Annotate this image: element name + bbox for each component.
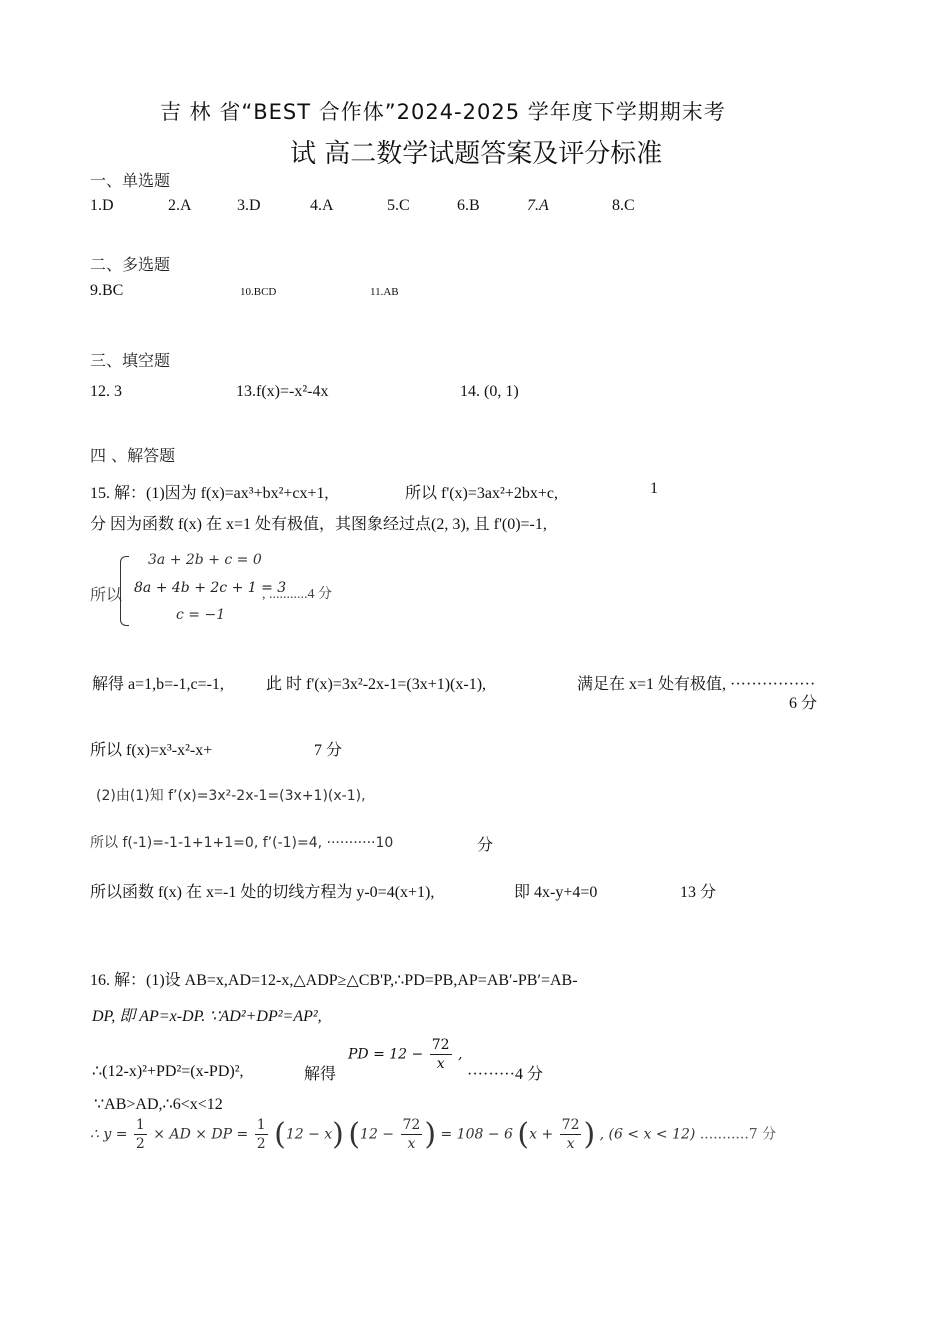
answer-13: 13.f(x)=-x²-4x <box>236 383 329 400</box>
answer-12: 12. 3 <box>90 383 122 400</box>
pd-lhs: PD = 12 − <box>348 1046 424 1063</box>
section-heading-fill-blank: 三、填空题 <box>90 351 171 370</box>
y-fraction-72x <box>401 1116 423 1153</box>
q15-system-score: , ...........4 分 <box>262 587 332 602</box>
section-heading-multi-choice: 二、多选题 <box>90 255 171 274</box>
paren-open-2: ( <box>348 1117 361 1152</box>
answer-9: 9.BC <box>90 282 124 299</box>
q16-line-3c: ·········4 分 <box>467 1066 543 1083</box>
answer-5: 5.C <box>387 197 410 214</box>
answer-3: 3.D <box>237 197 261 214</box>
title-line-2: 试 高二数学试题答案及评分标准 <box>290 139 663 169</box>
q16-line-4: ∵AB>AD,∴6<x<12 <box>94 1096 223 1113</box>
q16-line-1: 16. 解：(1)设 AB=x,AD=12-x,△ADP≥△CB'P,∴PD=PB,AP=AB′-PB′=AB- <box>90 972 578 989</box>
y-score: ...........7 分 <box>699 1126 777 1143</box>
answer-7: 7.A <box>527 197 549 214</box>
answer-2: 2.A <box>168 197 192 214</box>
q15-equation-system <box>120 552 287 628</box>
half-den-2: 2 <box>256 1136 266 1152</box>
answer-4: 4.A <box>310 197 334 214</box>
half-den-1: 2 <box>135 1136 145 1152</box>
q15-line-8c: 13 分 <box>680 884 717 901</box>
y-prefix: ∴ y = <box>90 1126 128 1143</box>
q16-y-formula <box>90 1116 776 1153</box>
pd-comma: , <box>458 1046 463 1063</box>
half-num-1: 1 <box>135 1117 145 1133</box>
q15-line-4c: 满足在 x=1 处有极值, ················ <box>577 676 816 693</box>
y-factor-2: 12 − <box>360 1126 395 1143</box>
answer-11: 11.AB <box>370 286 399 298</box>
y-72b: 72 <box>561 1117 580 1133</box>
pd-denominator: x <box>436 1056 445 1072</box>
q15-line-1a: 15. 解：(1)因为 f(x)=ax³+bx²+cx+1, <box>90 485 329 502</box>
y-domain: , (6 < x < 12) <box>599 1126 696 1143</box>
pd-fraction <box>430 1036 452 1073</box>
q15-line-6: (2)由(1)知 f’(x)=3x²-2x-1=(3x+1)(x-1), <box>96 788 366 804</box>
brace-icon <box>120 556 129 626</box>
answer-6: 6.B <box>457 197 480 214</box>
section-heading-single-choice: 一、单选题 <box>90 171 171 190</box>
answer-1: 1.D <box>90 197 114 214</box>
y-factor-1: 12 − x <box>285 1126 333 1143</box>
y-eq: = 108 − 6 <box>440 1126 513 1143</box>
q15-line-2: 分 因为函数 f(x) 在 x=1 处有极值，其图象经过点(2, 3), 且 f'(0)=-1, <box>90 516 547 533</box>
paren-open-1: ( <box>274 1117 286 1152</box>
q16-line-2: DP, 即 AP=x-DP. ∵AD²+DP²=AP², <box>92 1008 322 1025</box>
paren-close-3: ) <box>583 1117 596 1152</box>
q15-line-5a: 所以 f(x)=x³-x²-x+ <box>90 742 213 759</box>
y-mid: × AD × DP = <box>153 1126 249 1143</box>
y-72: 72 <box>402 1117 421 1133</box>
q15-eq-1: 3a + 2b + c = 0 <box>148 552 262 568</box>
half-num-2: 1 <box>256 1117 266 1133</box>
q15-line-7a: 所以 f(-1)=-1-1+1+1=0, f’(-1)=4, ···········10 <box>90 835 394 851</box>
section-heading-solutions: 四 、解答题 <box>90 446 176 465</box>
q15-line-5b: 7 分 <box>314 742 343 759</box>
paren-close-1: ) <box>332 1117 344 1152</box>
q16-pd-formula <box>348 1036 462 1073</box>
q16-line-3b: 解得 <box>304 1066 337 1083</box>
q15-line-4b: 此 时 f'(x)=3x²-2x-1=(3x+1)(x-1), <box>266 676 487 693</box>
q15-line-1b: 所以 f'(x)=3ax²+2bx+c, <box>405 485 558 502</box>
q15-line-7b: 分 <box>477 837 494 854</box>
answer-8: 8.C <box>612 197 635 214</box>
q15-line-4d: 6 分 <box>789 695 818 712</box>
q16-line-3a: ∴(12-x)²+PD²=(x-PD)², <box>92 1063 244 1080</box>
answer-10: 10.BCD <box>240 286 277 298</box>
q15-eq-2: 8a + 4b + 2c + 1 = 3 <box>134 580 287 596</box>
y-fraction-72x-b <box>560 1116 582 1153</box>
half-fraction-1 <box>134 1116 147 1153</box>
q15-line-8b: 即 4x-y+4=0 <box>514 884 598 901</box>
q15-system-prefix: 所以 <box>90 587 123 604</box>
y-x: x <box>407 1136 416 1152</box>
q15-line-1c: 1 <box>650 480 658 497</box>
q15-line-8a: 所以函数 f(x) 在 x=-1 处的切线方程为 y-0=4(x+1), <box>90 884 435 901</box>
pd-numerator: 72 <box>431 1037 450 1053</box>
paren-open-3: ( <box>517 1117 530 1152</box>
q15-line-4a: 解得 a=1,b=-1,c=-1, <box>92 676 224 693</box>
answer-14: 14. (0, 1) <box>460 383 519 400</box>
paren-close-2: ) <box>424 1117 437 1152</box>
half-fraction-2 <box>255 1116 268 1153</box>
y-factor-3: x + <box>529 1126 554 1143</box>
q15-eq-3: c = −1 <box>176 607 226 623</box>
title-line-1: 吉 林 省“BEST 合作体”2024-2025 学年度下学期期末考 <box>160 100 726 124</box>
y-xb: x <box>566 1136 575 1152</box>
